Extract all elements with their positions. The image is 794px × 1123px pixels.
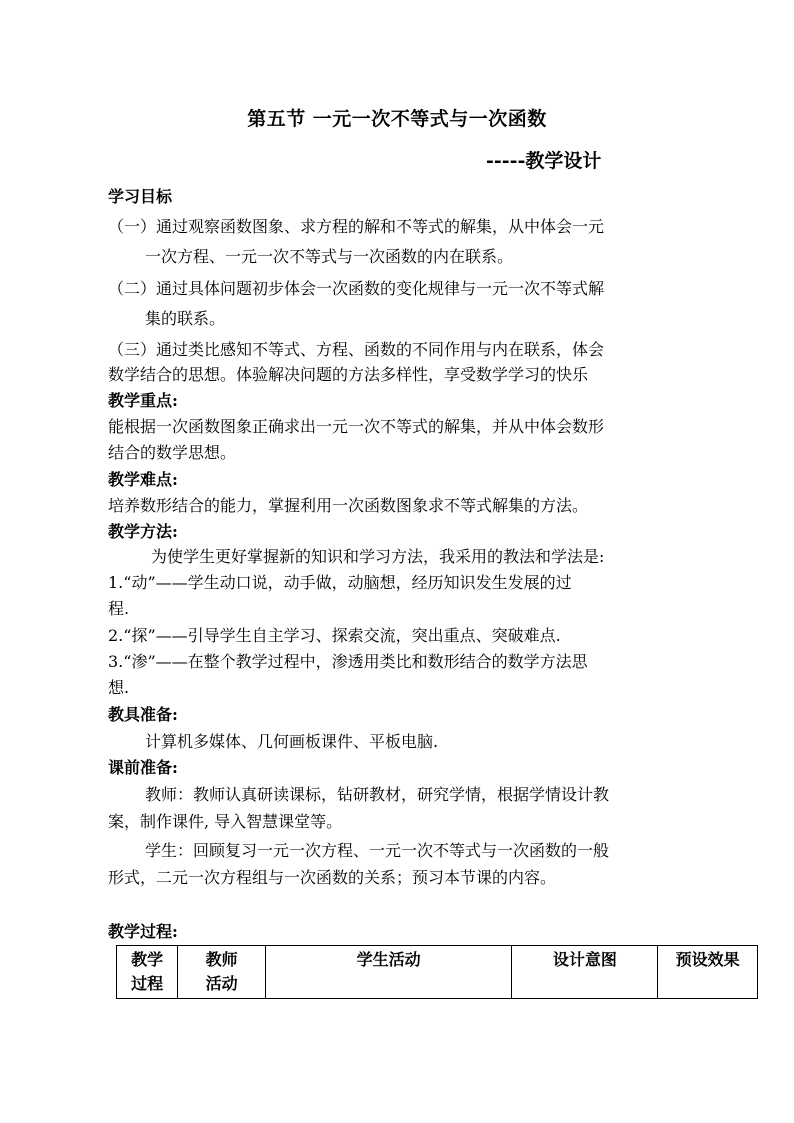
table-header-row: [117, 946, 758, 999]
equipment-line-1: 计算机多媒体、几何画板课件、平板电脑.: [145, 732, 439, 751]
methods-heading: 教学方法:: [108, 522, 178, 541]
preparation-student-line-2: 形式，二元一次方程组与一次函数的关系；预习本节课的内容。: [108, 868, 557, 887]
objective-1-line-1: （一）通过观察函数图象、求方程的解和不等式的解集，从中体会一元: [108, 217, 605, 236]
teaching-process-table: [116, 945, 758, 999]
objective-3-line-2: 数学结合的思想。体验解决问题的方法多样性，享受数学学习的快乐: [108, 365, 589, 384]
difficulties-heading: 教学难点:: [108, 470, 178, 489]
preparation-student-line-1: 学生：回顾复习一元一次方程、一元一次不等式与一次函数的一般: [145, 841, 610, 860]
document-subtitle: -----教学设计: [486, 150, 602, 172]
method-2-line-1: 2.“探”——引导学生自主学习、探索交流，突出重点、突破难点.: [108, 626, 561, 645]
equipment-heading: 教具准备:: [108, 705, 178, 724]
key-points-line-2: 结合的数学思想。: [108, 443, 237, 462]
column-header-effect: 预设效果: [658, 946, 758, 999]
methods-intro: 为使学生更好掌握新的知识和学习方法，我采用的教法和学法是:: [151, 547, 605, 566]
column-header-teacher: 教师 活动: [178, 946, 266, 999]
method-3-line-2: 想.: [108, 678, 130, 697]
objective-1-line-2: 一次方程、一元一次不等式与一次函数的内在联系。: [145, 247, 514, 266]
preparation-teacher-line-2: 案，制作课件, 导入智慧课堂等。: [108, 812, 343, 831]
key-points-heading: 教学重点:: [108, 391, 178, 410]
process-heading: 教学过程:: [108, 922, 178, 941]
method-1-line-1: 1.“动”——学生动口说，动手做，动脑想，经历知识发生发展的过: [108, 573, 572, 592]
column-header-stage: 教学 过程: [117, 946, 178, 999]
objectives-heading: 学习目标: [108, 187, 173, 206]
objective-2-line-2: 集的联系。: [145, 309, 226, 328]
objective-3-line-1: （三）通过类比感知不等式、方程、函数的不同作用与内在联系，体会: [108, 340, 605, 359]
preparation-heading: 课前准备:: [108, 758, 178, 777]
key-points-line-1: 能根据一次函数图象正确求出一元一次不等式的解集，并从中体会数形: [108, 417, 605, 436]
column-header-student: 学生活动: [265, 946, 512, 999]
document-title: 第五节 一元一次不等式与一次函数: [247, 108, 547, 130]
preparation-teacher-line-1: 教师：教师认真研读课标，钻研教材，研究学情，根据学情设计教: [145, 785, 610, 804]
method-3-line-1: 3.“渗”——在整个教学过程中，渗透用类比和数形结合的数学方法思: [108, 652, 588, 671]
column-header-intent: 设计意图: [512, 946, 658, 999]
difficulties-line-1: 培养数形结合的能力，掌握利用一次函数图象求不等式解集的方法。: [108, 496, 589, 515]
objective-2-line-1: （二）通过具体问题初步体会一次函数的变化规律与一元一次不等式解: [108, 279, 605, 298]
method-1-line-2: 程.: [108, 599, 130, 618]
